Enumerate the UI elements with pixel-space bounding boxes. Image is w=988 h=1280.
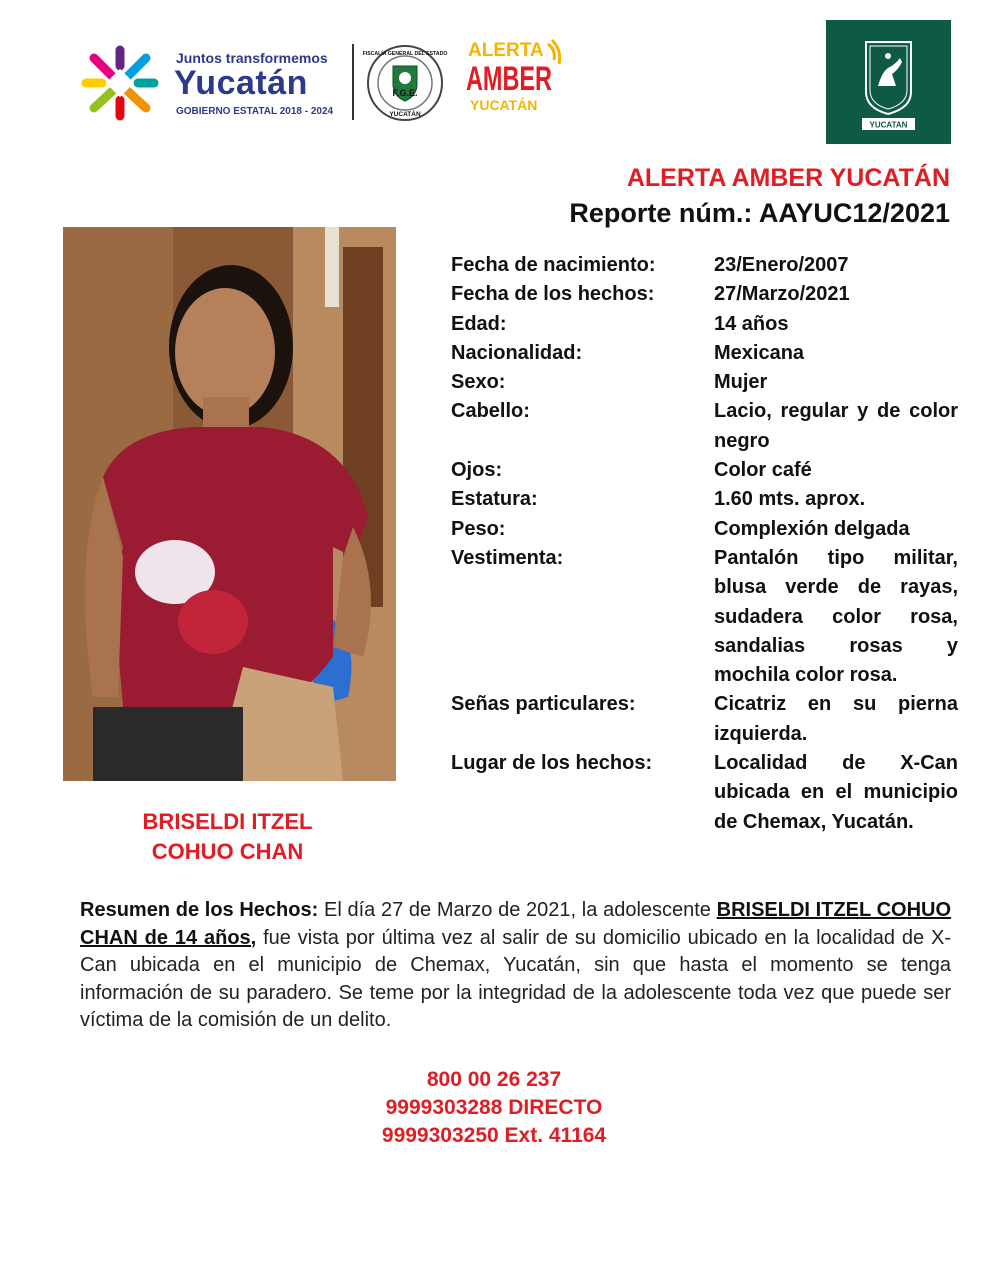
fge-logo — [362, 44, 448, 122]
report-label: Reporte núm.: — [569, 198, 753, 228]
detail-label: Edad: — [451, 312, 507, 335]
detail-label: Vestimenta: — [451, 546, 564, 569]
fge-bottom-text: YUCATÁN — [389, 111, 421, 118]
detail-value: 14 años — [714, 312, 789, 335]
amber-alert-logo — [464, 36, 564, 116]
detail-value: Cicatriz en su pierna izquierda. — [714, 693, 958, 745]
detail-value: 23/Enero/2007 — [714, 254, 849, 276]
detail-row — [451, 485, 958, 514]
contact-phone: 9999303250 Ext. 41164 — [381, 1124, 607, 1147]
detail-label: Señas particulares: — [451, 693, 636, 716]
detail-label: Ojos: — [451, 459, 503, 482]
contact-numbers — [0, 1066, 988, 1150]
amber-alert-icon — [464, 36, 564, 116]
detail-row — [451, 690, 958, 749]
detail-row — [451, 515, 958, 544]
amber-line1: ALERTA — [468, 40, 544, 61]
gov-name: Yucatán — [174, 64, 308, 102]
government-logo — [80, 40, 350, 124]
summary-highlight: BRISELDI ITZEL COHUO CHAN de 14 años, — [80, 899, 952, 949]
seal-banner: YUCATAN — [869, 120, 908, 130]
detail-row — [451, 456, 958, 485]
person-name-line2: COHUO CHAN — [151, 839, 304, 864]
detail-value: Mexicana — [714, 341, 805, 364]
detail-value: 27/Marzo/2021 — [714, 283, 850, 306]
detail-value: Color café — [714, 459, 812, 482]
detail-row — [451, 544, 958, 690]
detail-row — [451, 280, 958, 309]
contact-phone: 800 00 26 237 — [426, 1068, 562, 1091]
amber-line2: AMBER — [466, 60, 552, 98]
detail-row — [451, 397, 958, 456]
detail-label: Sexo: — [451, 371, 506, 394]
person-photo-illustration — [63, 227, 396, 781]
fge-seal-icon — [362, 44, 448, 122]
alert-title: ALERTA AMBER YUCATÁN — [626, 164, 950, 192]
summary-paragraph — [80, 897, 951, 1035]
gov-subtitle: GOBIERNO ESTATAL 2018 - 2024 — [176, 106, 334, 117]
report-number: AAYUC12/2021 — [758, 198, 950, 228]
detail-label: Fecha de los hechos: — [451, 283, 655, 306]
detail-label: Lugar de los hechos: — [451, 752, 653, 775]
amber-line3: YUCATÁN — [470, 97, 538, 113]
detail-value: Mujer — [714, 371, 768, 394]
detail-label: Fecha de nacimiento: — [451, 254, 656, 276]
person-name-line1: BRISELDI ITZEL — [142, 809, 313, 834]
detail-row — [451, 251, 958, 280]
missing-person-photo — [63, 227, 396, 781]
contact-phone: 9999303288 DIRECTO — [385, 1096, 603, 1119]
yucatan-government-emblem-icon — [80, 44, 160, 122]
summary-label: Resumen de los Hechos: — [80, 899, 319, 921]
gov-tagline: Juntos transformemos — [176, 50, 328, 66]
yucatan-state-seal — [826, 20, 951, 144]
detail-row — [451, 339, 958, 368]
detail-label: Cabello: — [451, 400, 530, 423]
summary-text-after: fue vista por última vez al salir de su domicilio ubicado en la localidad de X-Can ubicada en el municipio de Chemax, Yucatán, sin que hasta el momento se tenga información de su paradero. Se teme por la integridad de la adolescente toda vez que puede ser víctima de la comisión de un delito. — [80, 926, 952, 1031]
detail-row — [451, 749, 958, 837]
detail-value: 1.60 mts. aprox. — [714, 488, 866, 511]
state-coat-of-arms-icon — [826, 20, 951, 144]
detail-row — [451, 310, 958, 339]
detail-value: Pantalón tipo militar, blusa verde de rayas, sudadera color rosa, sandalias rosas y mochila color rosa. — [714, 546, 958, 687]
detail-label: Nacionalidad: — [451, 341, 583, 364]
detail-label: Peso: — [451, 517, 506, 540]
fge-acronym: F.G.E. — [392, 88, 418, 98]
detail-value: Localidad de X-Can ubicada en el municipio de Chemax, Yucatán. — [714, 752, 958, 833]
detail-label: Estatura: — [451, 488, 538, 511]
person-name — [120, 807, 335, 867]
details-list — [451, 251, 958, 837]
logo-divider — [352, 44, 354, 120]
fge-ring-text: FISCALÍA GENERAL DEL ESTADO — [362, 51, 448, 57]
detail-value: Lacio, regular y de color negro — [714, 400, 958, 452]
summary-text-before: El día 27 de Marzo de 2021, la adolescente — [318, 899, 717, 921]
detail-row — [451, 368, 958, 397]
report-number-line — [569, 198, 950, 229]
detail-value: Complexión delgada — [714, 517, 910, 540]
